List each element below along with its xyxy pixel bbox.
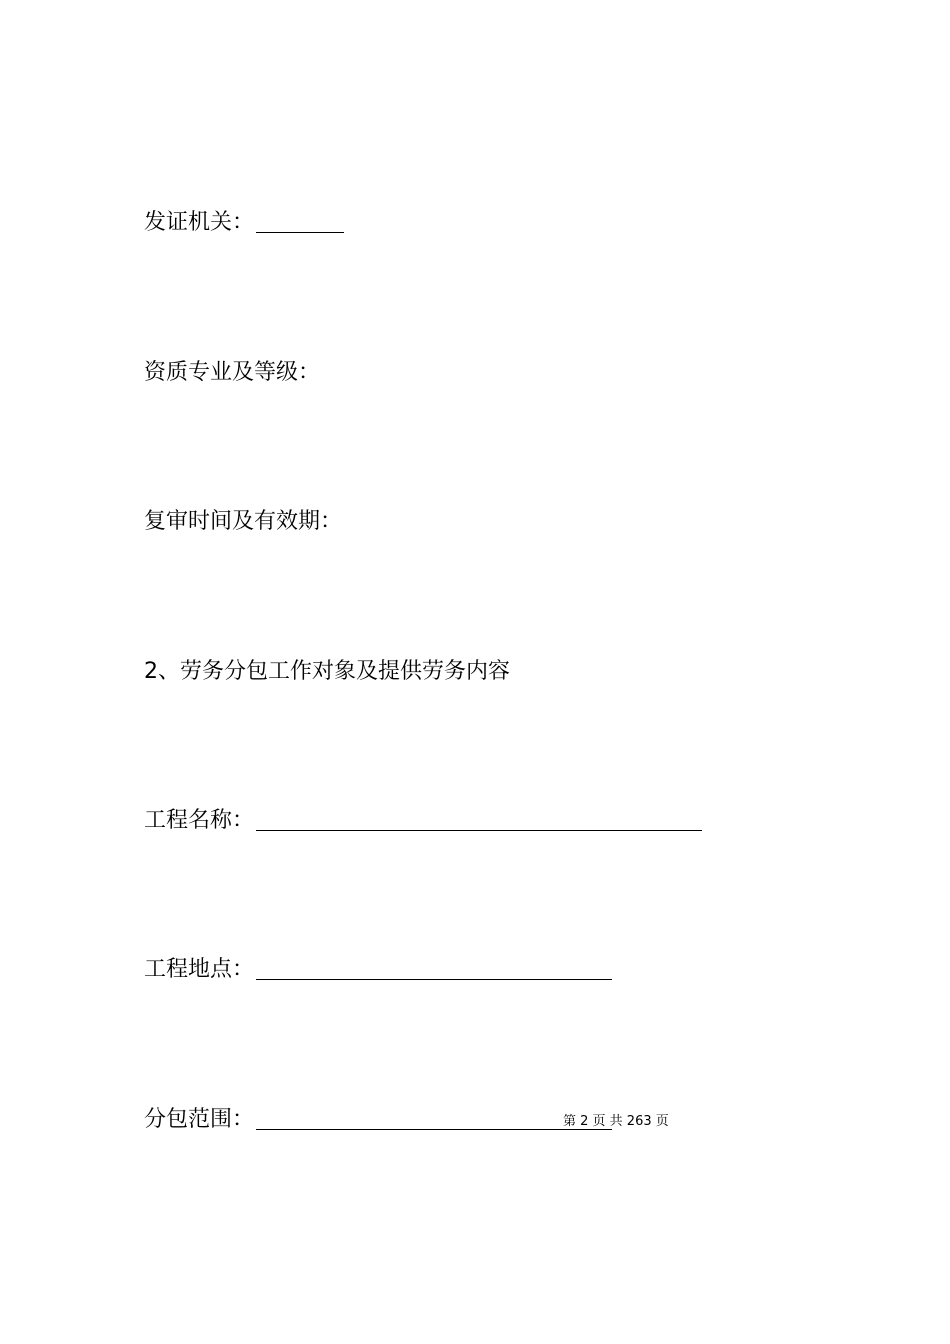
project-name-blank: [256, 810, 702, 831]
section-heading: [144, 657, 510, 687]
issuing-authority-label: 发证机关：: [144, 210, 255, 235]
review-validity-label: 复审时间及有效期：: [144, 509, 343, 534]
qualification-label: 资质专业及等级：: [144, 360, 321, 385]
section-heading-text: 2、劳务分包工作对象及提供劳务内容: [144, 659, 510, 684]
project-location-line: [144, 955, 612, 985]
project-location-blank: [256, 959, 612, 980]
scope-line: [144, 1105, 612, 1135]
scope-blank: [256, 1109, 612, 1130]
scope-label: 分包范围：: [144, 1107, 255, 1132]
page-number: 第 2 页 共 263 页: [563, 1114, 669, 1129]
review-validity-line: [144, 507, 342, 537]
issuing-authority-line: [144, 208, 344, 238]
qualification-line: [144, 358, 320, 388]
project-name-label: 工程名称：: [144, 808, 255, 833]
project-name-line: [144, 806, 702, 836]
issuing-authority-blank: [256, 212, 344, 233]
project-location-label: 工程地点：: [144, 957, 255, 982]
